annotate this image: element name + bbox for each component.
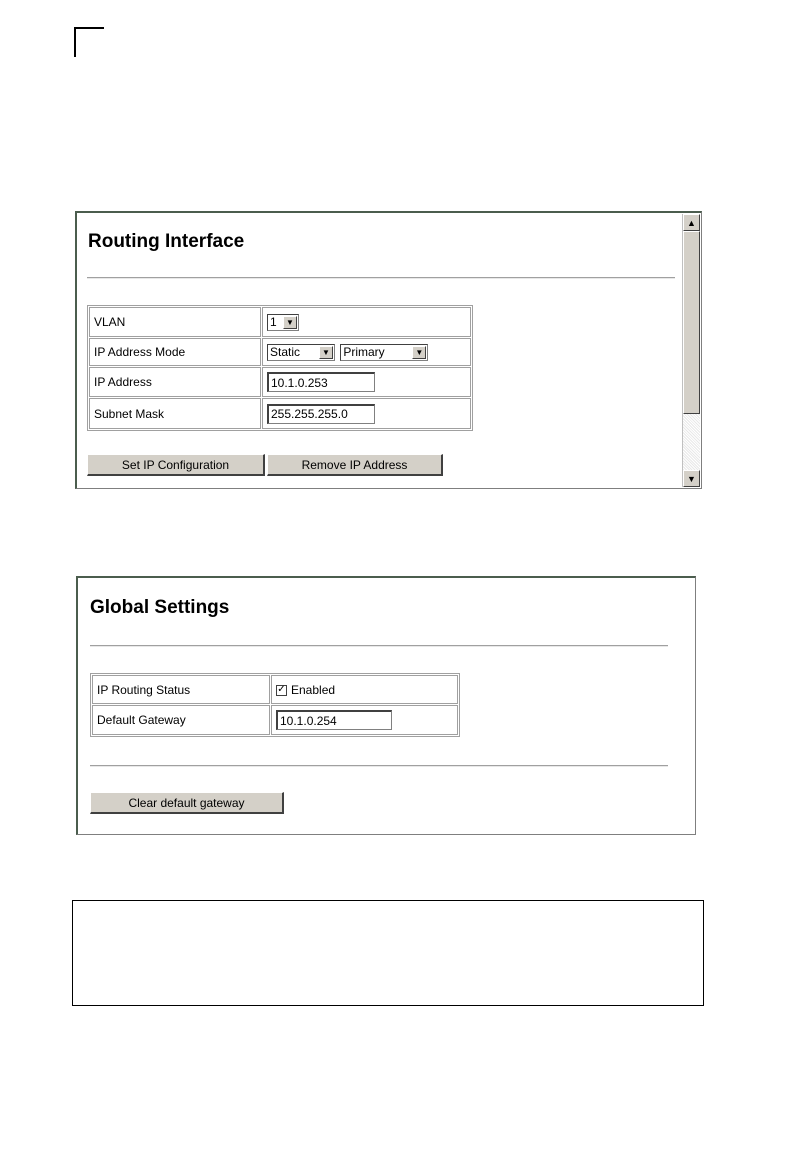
vertical-scrollbar[interactable] [682, 214, 700, 487]
chevron-down-icon: ▼ [283, 316, 297, 329]
section-divider [90, 765, 668, 767]
default-gateway-label: Default Gateway [92, 705, 270, 735]
vlan-select-value: 1 [270, 315, 277, 329]
set-ip-configuration-button[interactable]: Set IP Configuration [87, 454, 265, 476]
ip-mode-label: IP Address Mode [89, 338, 261, 366]
ip-address-input[interactable] [267, 372, 375, 392]
chevron-down-icon: ▼ [412, 346, 426, 359]
global-form-table [90, 673, 460, 737]
vlan-label: VLAN [89, 307, 261, 337]
title-divider [87, 277, 675, 279]
global-settings-panel [76, 576, 696, 835]
routing-interface-title: Routing Interface [88, 231, 245, 252]
subnet-mask-row [89, 398, 471, 429]
ip-routing-enabled-checkbox[interactable] [276, 685, 287, 696]
default-gateway-row [92, 705, 458, 735]
ip-mode-row [89, 338, 471, 366]
remove-ip-address-button[interactable]: Remove IP Address [267, 454, 443, 476]
ip-address-label: IP Address [89, 367, 261, 397]
arrow-up-icon[interactable]: ▲ [683, 214, 700, 231]
ip-address-row [89, 367, 471, 397]
ip-routing-status-row [92, 675, 458, 704]
routing-interface-panel [75, 211, 702, 489]
subnet-mask-label: Subnet Mask [89, 398, 261, 429]
global-settings-title: Global Settings [90, 597, 230, 618]
ip-type-select[interactable] [340, 344, 428, 361]
ip-routing-status-label: IP Routing Status [92, 675, 270, 704]
empty-note-box [72, 900, 704, 1006]
clear-default-gateway-button[interactable]: Clear default gateway [90, 792, 284, 814]
scrollbar-thumb[interactable] [683, 231, 700, 414]
checkmark-icon: ✓ [277, 684, 286, 696]
default-gateway-input[interactable] [276, 710, 392, 730]
ip-mode-select-value: Static [270, 345, 301, 359]
ip-mode-select[interactable] [267, 344, 335, 361]
chevron-down-icon: ▼ [319, 346, 333, 359]
routing-form-table [87, 305, 473, 431]
title-divider [90, 645, 668, 647]
page-corner-mark [74, 27, 104, 57]
vlan-row [89, 307, 471, 337]
subnet-mask-input[interactable] [267, 404, 375, 424]
arrow-down-icon[interactable]: ▼ [683, 470, 700, 487]
ip-type-select-value: Primary [343, 345, 385, 359]
ip-routing-enabled-label: Enabled [291, 682, 336, 697]
vlan-select[interactable] [267, 314, 299, 331]
